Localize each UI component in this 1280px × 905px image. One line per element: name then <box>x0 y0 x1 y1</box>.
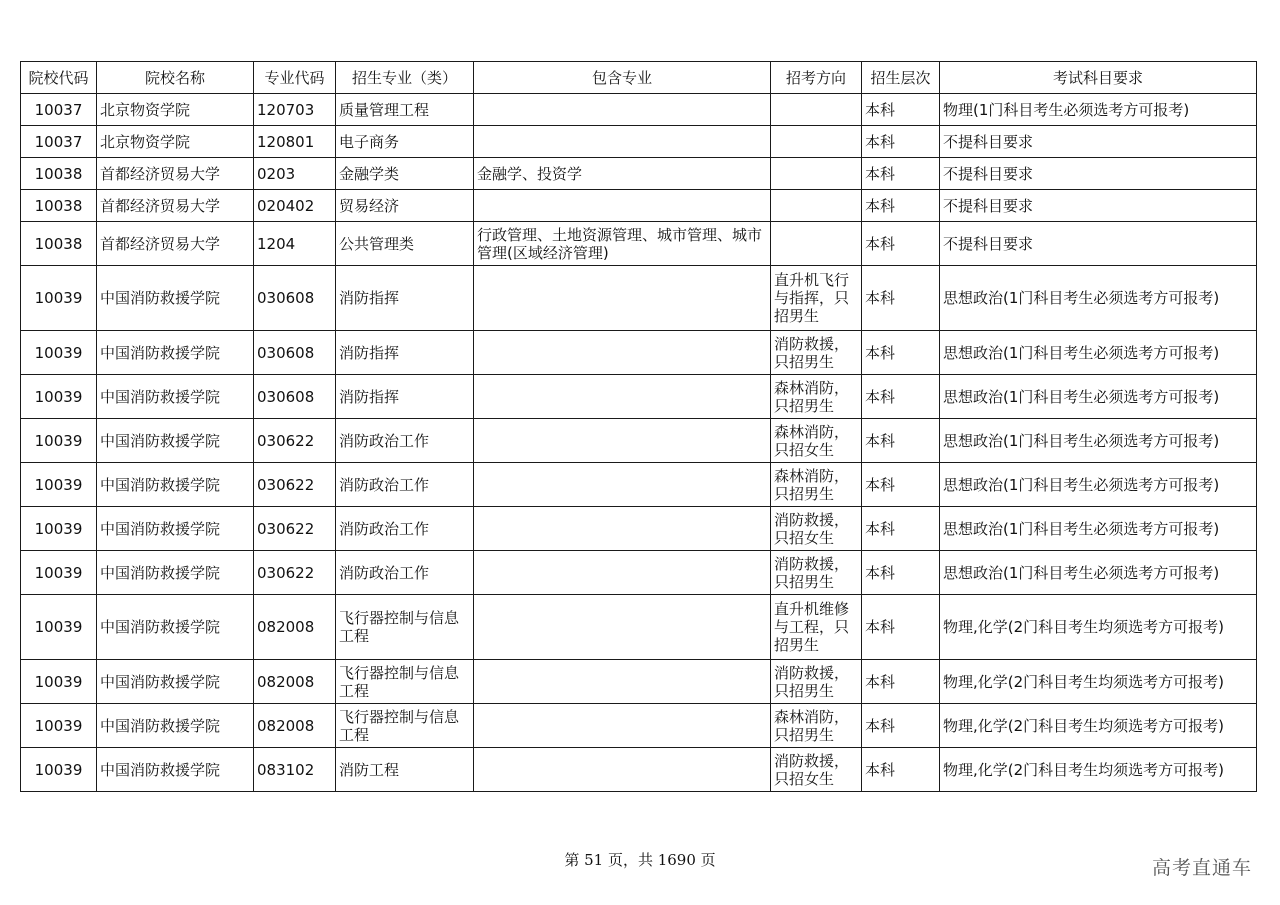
cell-school-code: 10039 <box>21 463 97 507</box>
cell-direction: 森林消防，只招男生 <box>771 463 862 507</box>
table-row <box>21 331 1257 375</box>
cell-level: 本科 <box>862 375 940 419</box>
table-header-row <box>21 62 1257 94</box>
table-row <box>21 748 1257 792</box>
cell-included-majors <box>474 551 771 595</box>
header-major-code: 专业代码 <box>254 62 336 94</box>
cell-major-code: 030608 <box>254 331 336 375</box>
cell-school-code: 10037 <box>21 94 97 126</box>
cell-major-name: 贸易经济 <box>336 190 474 222</box>
cell-direction: 森林消防，只招女生 <box>771 419 862 463</box>
cell-school-code: 10039 <box>21 375 97 419</box>
cell-school-name: 中国消防救援学院 <box>97 660 254 704</box>
cell-major-code: 030622 <box>254 463 336 507</box>
cell-school-name: 中国消防救援学院 <box>97 419 254 463</box>
table-row <box>21 190 1257 222</box>
cell-level: 本科 <box>862 507 940 551</box>
table-row <box>21 551 1257 595</box>
cell-included-majors <box>474 463 771 507</box>
cell-major-name: 电子商务 <box>336 126 474 158</box>
cell-included-majors <box>474 331 771 375</box>
table-row <box>21 222 1257 266</box>
cell-school-name: 中国消防救援学院 <box>97 748 254 792</box>
cell-level: 本科 <box>862 660 940 704</box>
cell-major-name: 公共管理类 <box>336 222 474 266</box>
table-row <box>21 595 1257 660</box>
header-major-name: 招生专业（类） <box>336 62 474 94</box>
cell-major-name: 飞行器控制与信息工程 <box>336 704 474 748</box>
table-row <box>21 94 1257 126</box>
cell-school-code: 10039 <box>21 419 97 463</box>
cell-school-code: 10039 <box>21 748 97 792</box>
cell-major-name: 消防指挥 <box>336 266 474 331</box>
cell-school-name: 中国消防救援学院 <box>97 266 254 331</box>
cell-included-majors <box>474 660 771 704</box>
cell-school-code: 10038 <box>21 190 97 222</box>
cell-school-code: 10038 <box>21 222 97 266</box>
cell-included-majors: 金融学、投资学 <box>474 158 771 190</box>
cell-major-code: 082008 <box>254 595 336 660</box>
cell-direction <box>771 190 862 222</box>
cell-subject-requirements: 不提科目要求 <box>940 126 1257 158</box>
cell-direction: 消防救援，只招男生 <box>771 660 862 704</box>
cell-school-code: 10038 <box>21 158 97 190</box>
cell-included-majors <box>474 419 771 463</box>
table-row <box>21 704 1257 748</box>
cell-subject-requirements: 不提科目要求 <box>940 158 1257 190</box>
cell-major-name: 消防政治工作 <box>336 507 474 551</box>
cell-subject-requirements: 思想政治(1门科目考生必须选考方可报考) <box>940 419 1257 463</box>
cell-level: 本科 <box>862 331 940 375</box>
cell-direction <box>771 94 862 126</box>
watermark-text: 高考直通车 <box>1151 857 1252 879</box>
cell-subject-requirements: 思想政治(1门科目考生必须选考方可报考) <box>940 463 1257 507</box>
admission-table <box>20 61 1257 792</box>
table-row <box>21 507 1257 551</box>
cell-major-code: 082008 <box>254 704 336 748</box>
cell-included-majors <box>474 507 771 551</box>
header-included-majors: 包含专业 <box>474 62 771 94</box>
cell-direction: 消防救援，只招男生 <box>771 551 862 595</box>
cell-school-name: 首都经济贸易大学 <box>97 158 254 190</box>
cell-subject-requirements: 不提科目要求 <box>940 190 1257 222</box>
cell-direction <box>771 126 862 158</box>
cell-subject-requirements: 思想政治(1门科目考生必须选考方可报考) <box>940 331 1257 375</box>
cell-major-name: 飞行器控制与信息工程 <box>336 595 474 660</box>
table-row <box>21 660 1257 704</box>
cell-subject-requirements: 物理,化学(2门科目考生均须选考方可报考) <box>940 704 1257 748</box>
cell-school-code: 10039 <box>21 595 97 660</box>
cell-school-name: 中国消防救援学院 <box>97 551 254 595</box>
cell-major-name: 飞行器控制与信息工程 <box>336 660 474 704</box>
header-subject-requirements: 考试科目要求 <box>940 62 1257 94</box>
cell-level: 本科 <box>862 748 940 792</box>
cell-level: 本科 <box>862 704 940 748</box>
cell-school-name: 首都经济贸易大学 <box>97 190 254 222</box>
cell-major-code: 030622 <box>254 507 336 551</box>
cell-level: 本科 <box>862 266 940 331</box>
cell-included-majors <box>474 748 771 792</box>
table-row <box>21 463 1257 507</box>
cell-direction: 森林消防，只招男生 <box>771 704 862 748</box>
cell-major-name: 质量管理工程 <box>336 94 474 126</box>
cell-major-code: 120703 <box>254 94 336 126</box>
cell-school-code: 10039 <box>21 331 97 375</box>
cell-included-majors <box>474 375 771 419</box>
cell-direction: 直升机飞行与指挥，只招男生 <box>771 266 862 331</box>
cell-major-code: 020402 <box>254 190 336 222</box>
cell-major-name: 消防政治工作 <box>336 463 474 507</box>
cell-major-name: 金融学类 <box>336 158 474 190</box>
cell-school-code: 10039 <box>21 660 97 704</box>
table-row <box>21 126 1257 158</box>
cell-level: 本科 <box>862 595 940 660</box>
cell-school-code: 10039 <box>21 551 97 595</box>
cell-subject-requirements: 思想政治(1门科目考生必须选考方可报考) <box>940 507 1257 551</box>
cell-direction <box>771 222 862 266</box>
cell-school-code: 10039 <box>21 507 97 551</box>
cell-school-code: 10039 <box>21 704 97 748</box>
cell-school-name: 中国消防救援学院 <box>97 375 254 419</box>
cell-subject-requirements: 物理,化学(2门科目考生均须选考方可报考) <box>940 660 1257 704</box>
cell-major-code: 0203 <box>254 158 336 190</box>
table-row <box>21 375 1257 419</box>
cell-subject-requirements: 不提科目要求 <box>940 222 1257 266</box>
cell-included-majors <box>474 190 771 222</box>
cell-major-name: 消防指挥 <box>336 331 474 375</box>
cell-level: 本科 <box>862 190 940 222</box>
cell-major-code: 030608 <box>254 266 336 331</box>
cell-subject-requirements: 物理,化学(2门科目考生均须选考方可报考) <box>940 748 1257 792</box>
cell-level: 本科 <box>862 419 940 463</box>
cell-included-majors <box>474 595 771 660</box>
cell-subject-requirements: 思想政治(1门科目考生必须选考方可报考) <box>940 375 1257 419</box>
cell-direction: 森林消防，只招男生 <box>771 375 862 419</box>
header-level: 招生层次 <box>862 62 940 94</box>
cell-major-code: 030622 <box>254 419 336 463</box>
page-number: 第 51 页，共 1690 页 <box>564 851 716 869</box>
cell-major-code: 1204 <box>254 222 336 266</box>
cell-direction <box>771 158 862 190</box>
cell-subject-requirements: 物理(1门科目考生必须选考方可报考) <box>940 94 1257 126</box>
cell-major-name: 消防工程 <box>336 748 474 792</box>
cell-major-code: 120801 <box>254 126 336 158</box>
cell-subject-requirements: 物理,化学(2门科目考生均须选考方可报考) <box>940 595 1257 660</box>
cell-major-code: 083102 <box>254 748 336 792</box>
cell-level: 本科 <box>862 463 940 507</box>
cell-major-name: 消防政治工作 <box>336 419 474 463</box>
cell-school-code: 10037 <box>21 126 97 158</box>
cell-school-code: 10039 <box>21 266 97 331</box>
table-row <box>21 419 1257 463</box>
cell-major-name: 消防指挥 <box>336 375 474 419</box>
table-row <box>21 158 1257 190</box>
cell-level: 本科 <box>862 222 940 266</box>
table-body <box>21 94 1257 792</box>
table-row <box>21 266 1257 331</box>
cell-school-name: 中国消防救援学院 <box>97 463 254 507</box>
cell-major-name: 消防政治工作 <box>336 551 474 595</box>
cell-major-code: 030608 <box>254 375 336 419</box>
cell-major-code: 030622 <box>254 551 336 595</box>
admission-table-container <box>20 61 1256 792</box>
cell-school-name: 北京物资学院 <box>97 94 254 126</box>
cell-level: 本科 <box>862 158 940 190</box>
cell-school-name: 首都经济贸易大学 <box>97 222 254 266</box>
cell-school-name: 中国消防救援学院 <box>97 331 254 375</box>
header-direction: 招考方向 <box>771 62 862 94</box>
cell-school-name: 中国消防救援学院 <box>97 595 254 660</box>
cell-subject-requirements: 思想政治(1门科目考生必须选考方可报考) <box>940 266 1257 331</box>
cell-included-majors <box>474 94 771 126</box>
cell-direction: 消防救援，只招女生 <box>771 748 862 792</box>
cell-included-majors <box>474 126 771 158</box>
cell-level: 本科 <box>862 551 940 595</box>
cell-level: 本科 <box>862 94 940 126</box>
cell-major-code: 082008 <box>254 660 336 704</box>
cell-school-name: 北京物资学院 <box>97 126 254 158</box>
cell-school-name: 中国消防救援学院 <box>97 704 254 748</box>
cell-direction: 消防救援，只招女生 <box>771 507 862 551</box>
cell-subject-requirements: 思想政治(1门科目考生必须选考方可报考) <box>940 551 1257 595</box>
cell-level: 本科 <box>862 126 940 158</box>
cell-direction: 消防救援，只招男生 <box>771 331 862 375</box>
header-school-name: 院校名称 <box>97 62 254 94</box>
cell-school-name: 中国消防救援学院 <box>97 507 254 551</box>
cell-included-majors <box>474 704 771 748</box>
cell-direction: 直升机维修与工程，只招男生 <box>771 595 862 660</box>
cell-included-majors <box>474 266 771 331</box>
cell-included-majors: 行政管理、土地资源管理、城市管理、城市管理(区域经济管理) <box>474 222 771 266</box>
header-school-code: 院校代码 <box>21 62 97 94</box>
